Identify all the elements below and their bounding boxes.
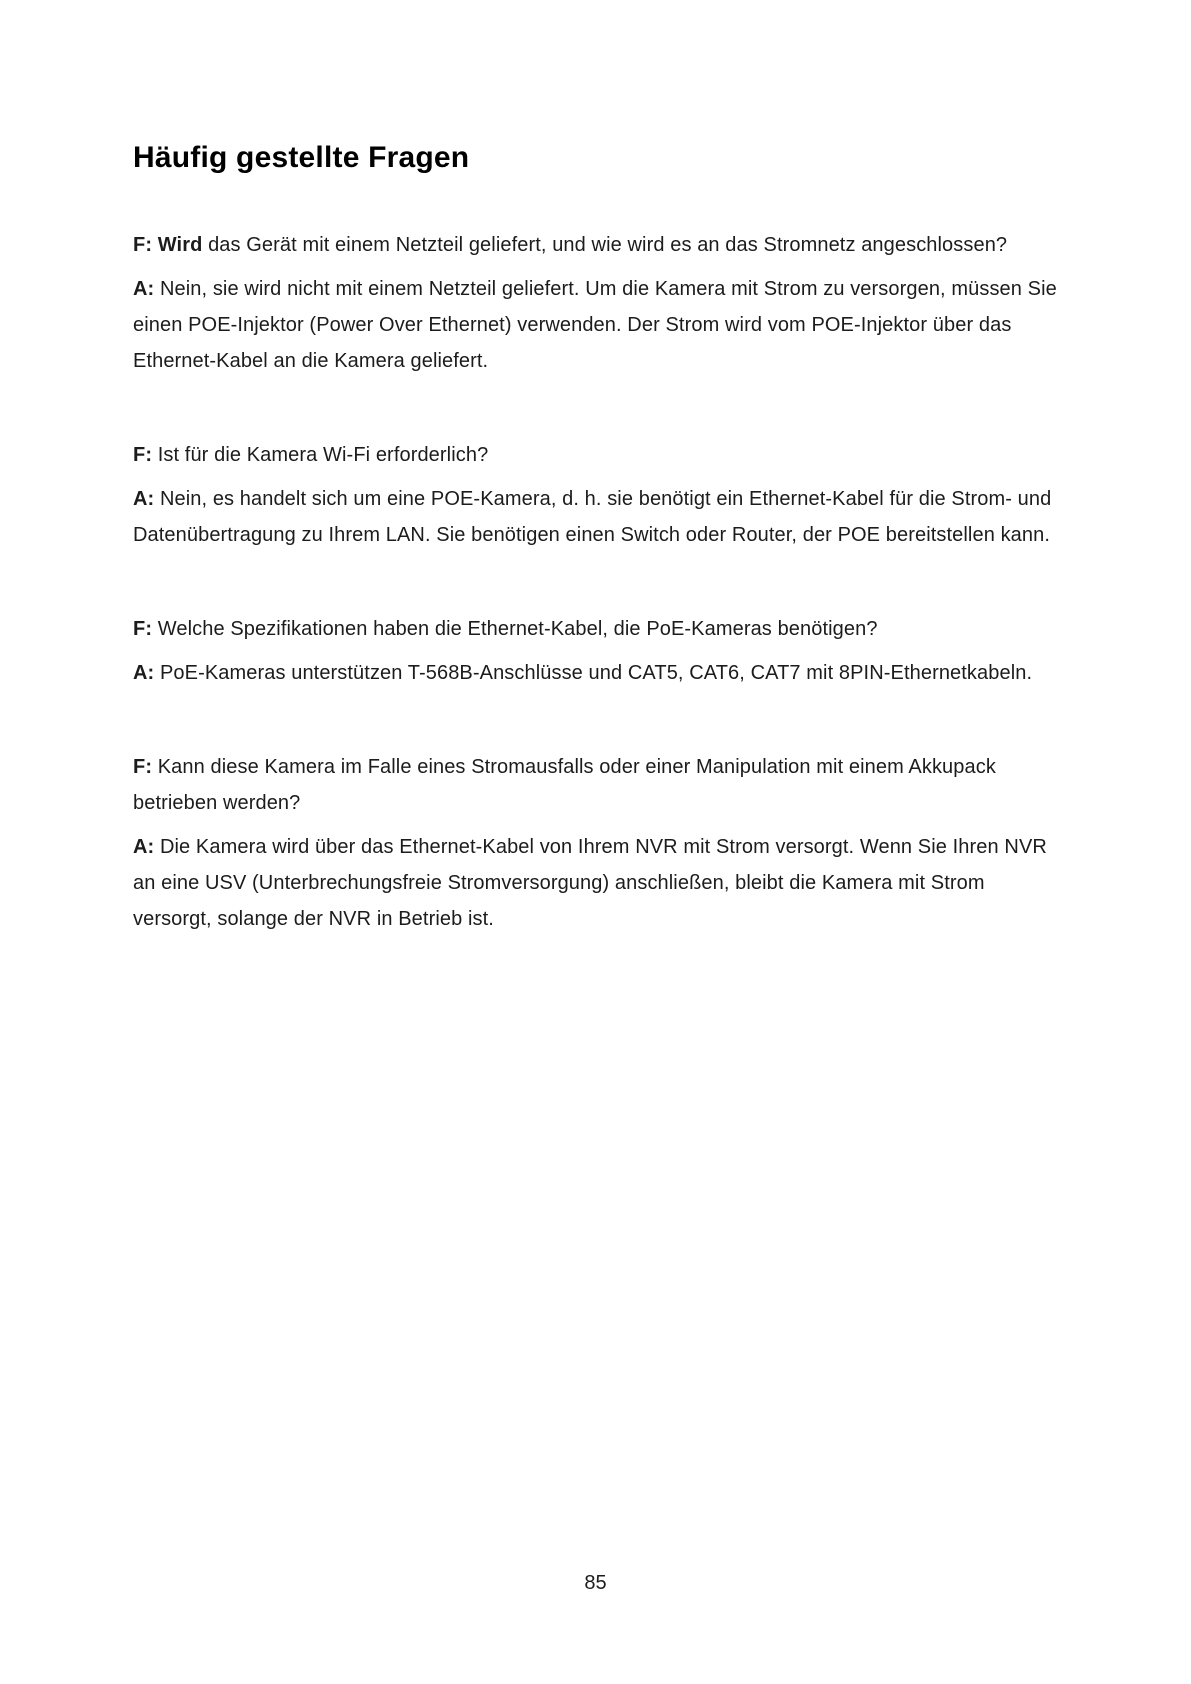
- answer-text: Nein, sie wird nicht mit einem Netzteil geliefert. Um die Kamera mit Strom zu versorgen, müssen Sie einen POE-Injektor (Power Over Ethernet) verwenden. Der Strom wird vom POE-Injektor über das Ethernet-Kabel an die Kamera geliefert.: [133, 278, 1057, 372]
- question-prefix: F:: [133, 756, 153, 778]
- question-prefix: F:: [133, 444, 153, 466]
- faq-question: [133, 437, 1062, 473]
- faq-question: [133, 227, 1062, 263]
- faq-item: [133, 437, 1062, 553]
- faq-question: [133, 611, 1062, 647]
- faq-item: [133, 227, 1062, 379]
- faq-item: [133, 749, 1062, 937]
- question-prefix: F:: [133, 618, 153, 640]
- question-text: Kann diese Kamera im Falle eines Stromausfalls oder einer Manipulation mit einem Akkupack betrieben werden?: [133, 756, 996, 814]
- faq-question: [133, 749, 1062, 821]
- answer-prefix: A:: [133, 278, 155, 300]
- faq-answer: [133, 271, 1062, 379]
- question-text: das Gerät mit einem Netzteil geliefert, und wie wird es an das Stromnetz angeschlossen?: [202, 234, 1008, 256]
- faq-answer: [133, 829, 1062, 937]
- answer-text: Die Kamera wird über das Ethernet-Kabel von Ihrem NVR mit Strom versorgt. Wenn Sie Ihren NVR an eine USV (Unterbrechungsfreie Stromversorgung) anschließen, bleibt die Kamera mit Strom versorgt, solange der NVR in Betrieb ist.: [133, 836, 1047, 930]
- answer-prefix: A:: [133, 488, 155, 510]
- answer-prefix: A:: [133, 662, 155, 684]
- question-text: Welche Spezifikationen haben die Ethernet-Kabel, die PoE-Kameras benötigen?: [152, 618, 878, 640]
- answer-text: Nein, es handelt sich um eine POE-Kamera, d. h. sie benötigt ein Ethernet-Kabel für die Strom- und Datenübertragung zu Ihrem LAN. Sie benötigen einen Switch oder Router, der POE bereitstellen kann.: [133, 488, 1052, 546]
- faq-answer: [133, 655, 1062, 691]
- faq-item: [133, 611, 1062, 691]
- page-title: Häufig gestellte Fragen: [133, 141, 470, 174]
- question-prefix: F: Wird: [133, 234, 203, 256]
- page-content: [133, 138, 1062, 937]
- page-number: 85: [584, 1572, 607, 1594]
- answer-prefix: A:: [133, 836, 155, 858]
- answer-text: PoE-Kameras unterstützen T-568B-Anschlüsse und CAT5, CAT6, CAT7 mit 8PIN-Ethernetkabeln.: [154, 662, 1033, 684]
- question-text: Ist für die Kamera Wi-Fi erforderlich?: [152, 444, 489, 466]
- faq-answer: [133, 481, 1062, 553]
